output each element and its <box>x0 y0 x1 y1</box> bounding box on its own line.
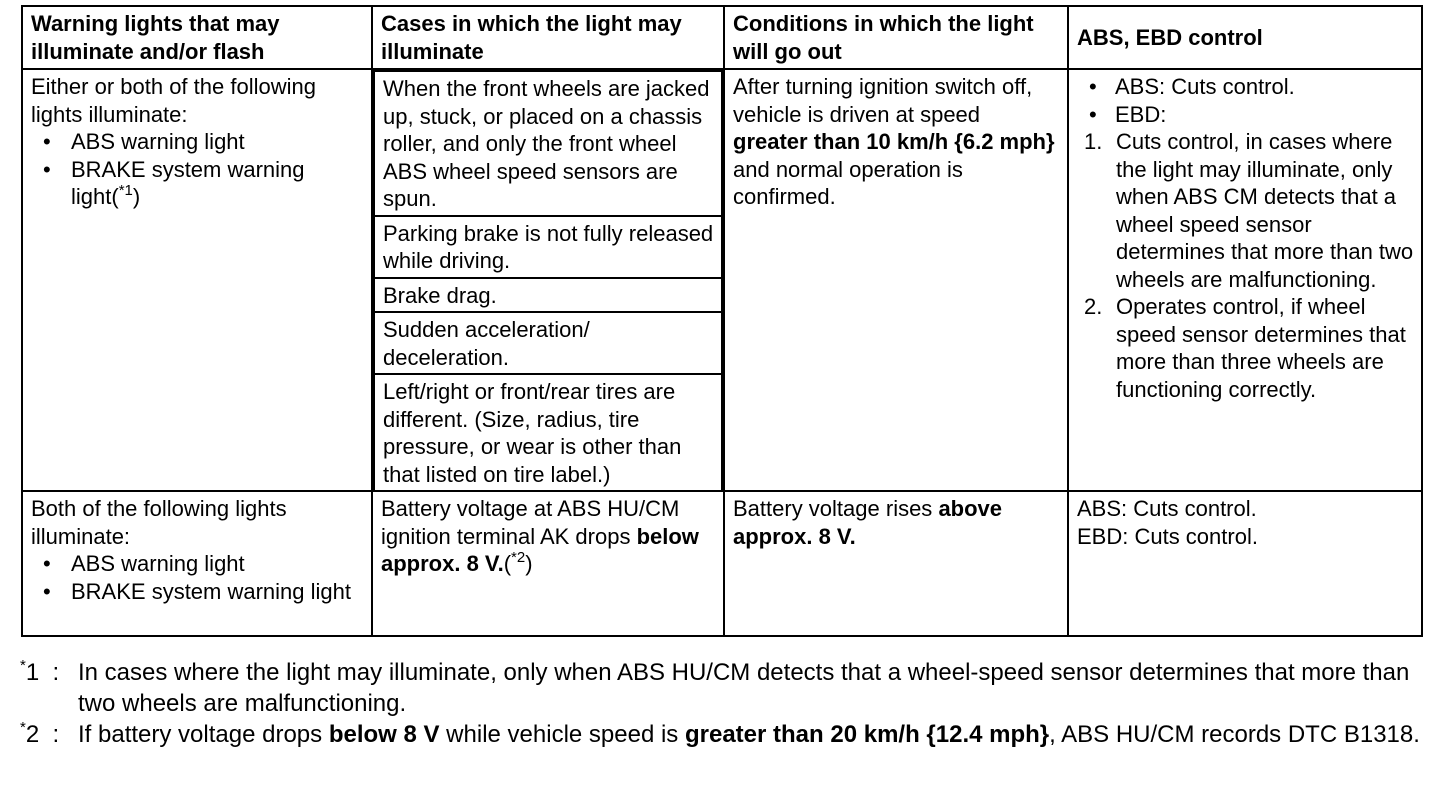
footnote-text: while vehicle speed is <box>439 721 685 748</box>
case-text: Battery voltage at ABS HU/CM ignition terminal AK drops <box>381 496 680 549</box>
condition-voltage: above approx. 8 V. <box>733 496 1003 549</box>
header-abs-ebd-control: ABS, EBD control <box>1068 6 1422 69</box>
condition-text: After turning ignition switch off, vehicle is driven at speed <box>733 74 1033 127</box>
light-name: BRAKE system warning light( <box>71 156 305 209</box>
case-item: When the front wheels are jacked up, stuck, or placed on a chassis roller, and only the front wheel ABS wheel speed sensors are spun. <box>374 71 722 216</box>
list-item: • ABS warning light <box>31 550 364 578</box>
header-conditions: Conditions in which the light will go out <box>724 6 1068 69</box>
footnote-bold: below 8 V <box>328 721 440 748</box>
cell-condition <box>724 69 1068 491</box>
lights-list <box>31 128 364 211</box>
list-item <box>31 128 364 156</box>
footnote-number: 2 <box>25 721 40 748</box>
cell-lights <box>22 69 372 491</box>
case-ref-open: ( <box>503 551 512 576</box>
list-item <box>31 156 364 211</box>
case-item: Left/right or front/rear tires are different. (Size, radius, tire pressure, or wear is other than that listed on tire label.) <box>374 374 722 490</box>
case-item: Parking brake is not fully released while driving. <box>374 216 722 278</box>
item-text: Cuts control, in cases where the light may illuminate, only when ABS CM detects that a wheel speed sensor determines that more than two wheels are malfunctioning. <box>1116 129 1414 292</box>
condition-speed: greater than 10 km/h {6.2 mph} <box>733 129 1055 154</box>
footnote <box>20 657 1440 719</box>
cell-control <box>1068 69 1422 491</box>
abs-warning-table <box>21 5 1423 637</box>
list-item <box>1077 293 1414 403</box>
footnote-marker <box>20 719 59 750</box>
light-name: ABS warning light <box>71 129 245 154</box>
light-ref-close: ) <box>132 184 141 209</box>
cell-condition <box>724 491 1068 636</box>
table-header-row <box>22 6 1422 69</box>
item-text: Operates control, if wheel speed sensor determines that more than three wheels are functioning correctly. <box>1116 294 1406 402</box>
list-item: • EBD: <box>1077 101 1414 129</box>
control-line: EBD: Cuts control. <box>1077 523 1258 549</box>
table-row <box>22 69 1422 491</box>
control-list <box>1077 73 1414 128</box>
header-warning-lights: Warning lights that may illuminate and/or flash <box>22 6 372 69</box>
case-voltage: below approx. 8 V. <box>381 523 699 576</box>
list-item: • BRAKE system warning light <box>31 578 364 606</box>
document <box>21 5 1421 637</box>
list-item: • ABS: Cuts control. <box>1077 73 1414 101</box>
list-item <box>1077 128 1414 293</box>
footnotes <box>20 657 1440 750</box>
lights-intro: Both of the following lights illuminate: <box>31 496 287 549</box>
footnote-bold: greater than 20 km/h {12.4 mph} <box>684 721 1050 748</box>
item-number: 2. <box>1084 294 1103 319</box>
control-numbered-list <box>1077 128 1414 403</box>
cell-lights <box>22 491 372 636</box>
cell-case <box>372 491 724 636</box>
item-number: 1. <box>1084 129 1103 154</box>
footnote <box>20 719 1440 750</box>
case-ref-close: ) <box>525 551 533 576</box>
header-cases: Cases in which the light may illuminate <box>372 6 724 69</box>
footnote-separator: : <box>52 721 60 748</box>
table-row <box>22 491 1422 636</box>
footnote-text: If battery voltage drops <box>78 721 329 748</box>
case-item: Brake drag. <box>374 278 722 313</box>
lights-intro: Either or both of the following lights illuminate: <box>31 74 316 127</box>
footnote-star: * <box>20 657 26 674</box>
footnote-marker <box>20 657 59 688</box>
case-item: Sudden acceleration/ deceleration. <box>374 312 722 374</box>
cell-cases <box>372 69 724 491</box>
footnote-star: * <box>20 719 26 736</box>
footnote-text: , ABS HU/CM records DTC B1318. <box>1049 721 1420 748</box>
footnote-text: In cases where the light may illuminate, only when ABS HU/CM detects that a wheel-speed sensor determines that more than two wheels are malfunctioning. <box>78 659 1410 717</box>
condition-text: Battery voltage rises <box>733 496 939 521</box>
cases-subtable <box>373 70 723 490</box>
footnote-separator: : <box>52 659 60 686</box>
cell-control <box>1068 491 1422 636</box>
lights-list <box>31 550 364 605</box>
footnote-number: 1 <box>25 659 40 686</box>
condition-text: and normal operation is confirmed. <box>733 156 963 209</box>
footnote-ref: *1 <box>118 181 133 199</box>
footnote-ref: *2 <box>511 548 526 566</box>
control-line: ABS: Cuts control. <box>1077 496 1257 521</box>
